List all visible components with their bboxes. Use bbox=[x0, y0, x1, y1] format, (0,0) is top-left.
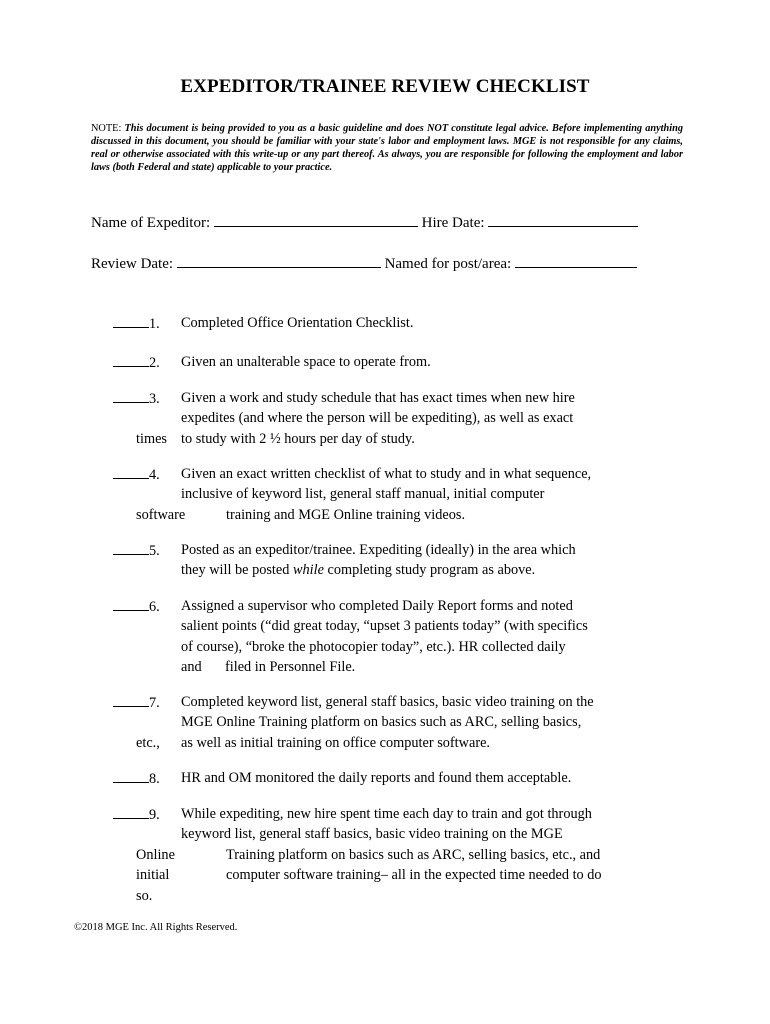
item-text: HR and OM monitored the daily reports and found them acceptable. bbox=[181, 770, 572, 786]
review-date-field[interactable] bbox=[177, 253, 381, 268]
item-text: salient points (“did great today, “upset 3 patients today” (with specifics bbox=[181, 618, 588, 635]
item-text: initial bbox=[136, 867, 170, 884]
post-label: Named for post/area: bbox=[380, 256, 515, 272]
item-text: so. bbox=[136, 887, 153, 904]
item-text: keyword list, general staff basics, basic video training on the MGE bbox=[181, 826, 563, 843]
item-text-part: they will be posted bbox=[181, 562, 293, 579]
item-number: 3. bbox=[149, 391, 160, 407]
checklist-item-4 bbox=[0, 464, 770, 525]
checklist-item-9 bbox=[0, 804, 770, 906]
item-text: Assigned a supervisor who completed Daily Report forms and noted bbox=[181, 598, 573, 614]
check-blank[interactable] bbox=[113, 692, 149, 707]
item-text: While expediting, new hire spent time each day to train and got through bbox=[181, 806, 592, 822]
legal-note bbox=[91, 122, 683, 174]
item-text: times bbox=[136, 430, 167, 447]
hire-date-label: Hire Date: bbox=[417, 215, 489, 231]
item-emphasis: while bbox=[292, 562, 324, 579]
review-date-label: Review Date: bbox=[91, 256, 177, 272]
review-row bbox=[91, 253, 637, 273]
item-number: 7. bbox=[149, 695, 160, 711]
item-text: filed in Personnel File. bbox=[225, 659, 356, 676]
item-text: Training platform on basics such as ARC, selling basics, etc., and bbox=[226, 846, 601, 863]
checklist-item-8 bbox=[0, 768, 770, 788]
item-text bbox=[181, 560, 535, 580]
item-text: as well as initial training on office computer software. bbox=[181, 734, 491, 751]
item-text: computer software training– all in the expected time needed to do bbox=[226, 867, 602, 884]
item-number: 9. bbox=[149, 807, 160, 823]
checklist-item-5 bbox=[0, 540, 770, 581]
item-text: Given a work and study schedule that has exact times when new hire bbox=[181, 390, 575, 406]
item-text: etc., bbox=[136, 734, 160, 751]
item-text: inclusive of keyword list, general staff manual, initial computer bbox=[181, 486, 545, 503]
item-number: 5. bbox=[149, 543, 160, 559]
item-text: expedites (and where the person will be expediting), as well as exact bbox=[181, 410, 574, 427]
item-number: 8. bbox=[149, 771, 160, 787]
item-text: Given an exact written checklist of what to study and in what sequence, bbox=[181, 466, 592, 482]
post-field[interactable] bbox=[515, 253, 637, 268]
item-text: software bbox=[136, 506, 186, 523]
item-text: Completed keyword list, general staff basics, basic video training on the bbox=[181, 694, 594, 710]
item-text: of course), “broke the photocopier today”, etc.). HR collected daily bbox=[181, 638, 566, 655]
item-text-part: completing study program as above. bbox=[323, 562, 536, 579]
check-blank[interactable] bbox=[113, 464, 149, 479]
item-text: MGE Online Training platform on basics such as ARC, selling basics, bbox=[181, 714, 582, 731]
item-text: and bbox=[181, 659, 202, 676]
item-number: 1. bbox=[149, 316, 160, 332]
checklist-item-6 bbox=[0, 596, 770, 678]
note-lead: NOTE: bbox=[91, 123, 125, 134]
checklist-item-3 bbox=[0, 388, 770, 449]
check-blank[interactable] bbox=[113, 352, 149, 367]
check-blank[interactable] bbox=[113, 388, 149, 403]
checklist-item-7 bbox=[0, 692, 770, 753]
page-title: EXPEDITOR/TRAINEE REVIEW CHECKLIST bbox=[180, 76, 590, 97]
item-text: Completed Office Orientation Checklist. bbox=[181, 315, 414, 331]
check-blank[interactable] bbox=[113, 768, 149, 783]
item-text: Online bbox=[136, 846, 175, 863]
name-label: Name of Expeditor: bbox=[91, 215, 214, 231]
item-text: to study with 2 ½ hours per day of study. bbox=[181, 430, 415, 447]
item-number: 2. bbox=[149, 355, 160, 371]
check-blank[interactable] bbox=[113, 540, 149, 555]
item-text: Given an unalterable space to operate from. bbox=[181, 354, 431, 370]
hire-date-field[interactable] bbox=[488, 212, 638, 227]
copyright-footer: ©2018 MGE Inc. All Rights Reserved. bbox=[74, 922, 238, 933]
item-text: Posted as an expeditor/trainee. Expediting (ideally) in the area which bbox=[181, 542, 576, 558]
item-number: 6. bbox=[149, 599, 160, 615]
item-text: training and MGE Online training videos. bbox=[226, 506, 466, 523]
expeditor-row bbox=[91, 212, 638, 232]
note-body: This document is being provided to you as a basic guideline and does NOT constitute legal advice. Before implementing anything discussed in this document, you should be familiar with your state's labor and employment laws. MGE is not responsible for any claims, real or otherwise associated with this write-up or any part thereof. As always, you are responsible for following the employment and labor laws (both Federal and state) applicable to your practice. bbox=[91, 123, 684, 174]
check-blank[interactable] bbox=[113, 313, 149, 328]
check-blank[interactable] bbox=[113, 804, 149, 819]
checklist-item-2 bbox=[0, 352, 770, 372]
name-field[interactable] bbox=[214, 212, 418, 227]
checklist-item-1 bbox=[0, 313, 770, 333]
check-blank[interactable] bbox=[113, 596, 149, 611]
item-number: 4. bbox=[149, 467, 160, 483]
